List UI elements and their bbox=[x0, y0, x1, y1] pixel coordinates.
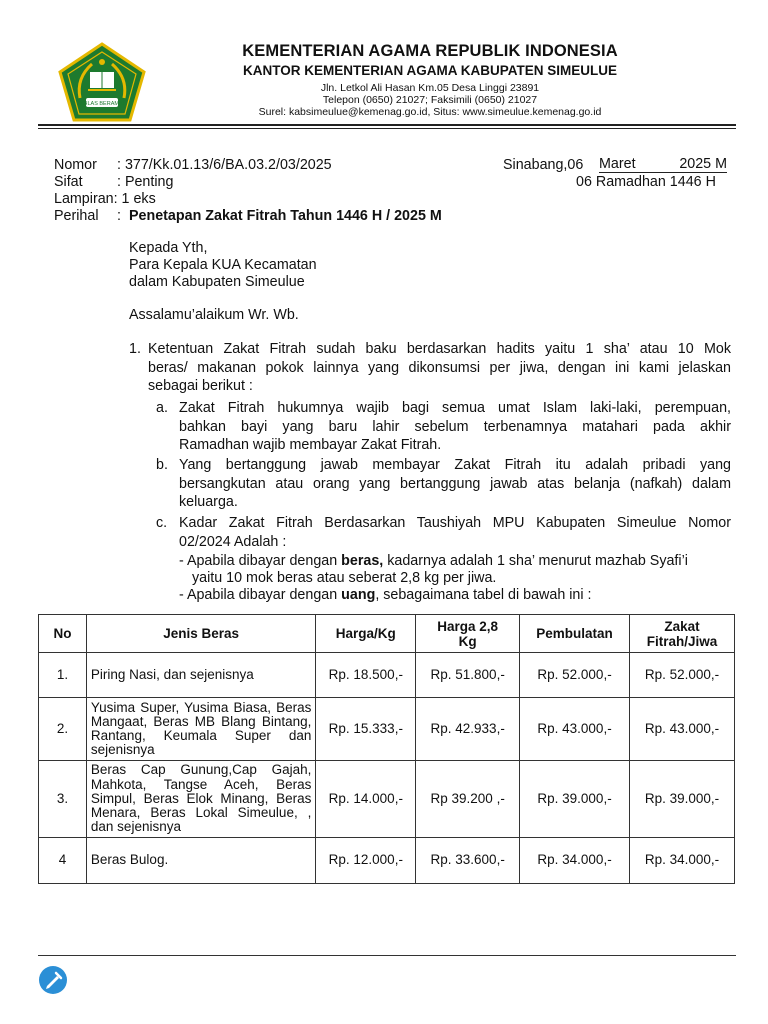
addressee-line2: Para Kepala KUA Kecamatan bbox=[129, 257, 317, 273]
sub-c-bullet2 bbox=[179, 587, 592, 604]
col-header-jenis: Jenis Beras bbox=[86, 615, 315, 653]
col-header-pembulatan: Pembulatan bbox=[520, 615, 630, 653]
sub-b-text bbox=[179, 456, 731, 512]
cell-jenis: Yusima Super, Yusima Biasa, Beras Mangaat, Beras MB Blang Bintang, Rantang, Keumala Super dan sejenisnya bbox=[86, 698, 315, 761]
addressee-line1: Kepada Yth, bbox=[129, 240, 208, 256]
cell-pembulatan: Rp. 43.000,- bbox=[520, 698, 630, 761]
sub-b-mark: b. bbox=[156, 457, 168, 473]
cell-no: 3. bbox=[39, 761, 87, 838]
ministry-title: KEMENTERIAN AGAMA REPUBLIK INDONESIA bbox=[242, 42, 618, 60]
sub-c-text bbox=[179, 514, 731, 551]
sub-c-bullet1-post: kadarnya adalah 1 sha’ menurut mazhab Syafi’i bbox=[383, 553, 688, 569]
sub-b-line3: keluarga. bbox=[179, 494, 238, 510]
cell-harga-28: Rp. 51.800,- bbox=[416, 653, 520, 698]
sub-c-line2: 02/2024 Adalah : bbox=[179, 533, 287, 550]
svg-text:IKHLAS BERAMAL: IKHLAS BERAMAL bbox=[78, 101, 126, 107]
cell-no: 4 bbox=[39, 838, 87, 884]
table-row bbox=[39, 761, 735, 838]
cell-pembulatan: Rp. 39.000,- bbox=[520, 761, 630, 838]
point1-line1: Ketentuan Zakat Fitrah sudah baku berdasarkan hadits yaitu 1 sha’ atau 10 Mok bbox=[148, 341, 731, 357]
cell-harga-kg: Rp. 12.000,- bbox=[316, 838, 416, 884]
cell-harga-28: Rp 39.200 ,- bbox=[416, 761, 520, 838]
office-address: Jln. Letkol Ali Hasan Km.05 Desa Linggi 23891 bbox=[320, 82, 540, 94]
cell-jenis: Beras Bulog. bbox=[86, 838, 315, 884]
cell-zakat: Rp. 39.000,- bbox=[630, 761, 735, 838]
table-row bbox=[39, 698, 735, 761]
cell-no: 1. bbox=[39, 653, 87, 698]
footer-rule bbox=[38, 955, 736, 956]
point1-text bbox=[148, 340, 731, 396]
col-header-harga-28: Harga 2,8 Kg bbox=[416, 615, 520, 653]
cell-jenis: Piring Nasi, dan sejenisnya bbox=[86, 653, 315, 698]
sub-b-line2: bersangkutan atau orang yang bertanggung jawab atas belanja (nafkah) dalam bbox=[179, 475, 731, 492]
col-header-harga-kg: Harga/Kg bbox=[316, 615, 416, 653]
cell-zakat: Rp. 43.000,- bbox=[630, 698, 735, 761]
sub-c-bullet1-line2: yaitu 10 mok beras atau seberat 2,8 kg per jiwa. bbox=[192, 570, 497, 586]
sub-c-mark: c. bbox=[156, 515, 168, 531]
cell-harga-28: Rp. 42.933,- bbox=[416, 698, 520, 761]
cell-pembulatan: Rp. 34.000,- bbox=[520, 838, 630, 884]
col-header-no: No bbox=[39, 615, 87, 653]
table-row bbox=[39, 838, 735, 884]
perihal-colon: : bbox=[117, 208, 121, 224]
sub-b-line1: Yang bertanggung jawab membayar Zakat Fitrah itu adalah pribadi yang bbox=[179, 457, 731, 473]
greeting: Assalamu’alaikum Wr. Wb. bbox=[129, 307, 299, 323]
sub-c-bullet2-pre: - Apabila dibayar dengan bbox=[179, 587, 342, 603]
zakat-table bbox=[38, 614, 735, 884]
cell-harga-kg: Rp. 14.000,- bbox=[316, 761, 416, 838]
cell-pembulatan: Rp. 52.000,- bbox=[520, 653, 630, 698]
date-year: 2025 M bbox=[679, 156, 727, 172]
point1-line3: sebagai berikut : bbox=[148, 378, 253, 394]
table-row bbox=[39, 653, 735, 698]
sifat-value: : Penting bbox=[117, 174, 174, 190]
header-rule-thick bbox=[38, 124, 736, 126]
cell-zakat: Rp. 52.000,- bbox=[630, 653, 735, 698]
sub-c-bullet1-pre: - Apabila dibayar dengan bbox=[179, 553, 342, 569]
cell-jenis: Beras Cap Gunung,Cap Gajah, Mahkota, Tangse Aceh, Beras Simpul, Beras Elok Minang, Beras Menara, Beras Lokal Simeulue, , dan sejenisnya bbox=[86, 761, 315, 838]
cell-harga-kg: Rp. 18.500,- bbox=[316, 653, 416, 698]
sub-a-line2: bahkan bayi yang baru lahir sebelum terbenamnya matahari pada akhir bbox=[179, 418, 731, 435]
perihal-value: Penetapan Zakat Fitrah Tahun 1446 H / 2025 M bbox=[129, 208, 442, 224]
point1-number: 1. bbox=[129, 341, 141, 357]
sub-c-bullet1 bbox=[179, 553, 688, 570]
point1-line2: beras/ makanan pokok lainnya yang dikonsumsi per jiwa, dengan ini kami jelaskan bbox=[148, 359, 731, 376]
sub-a-mark: a. bbox=[156, 400, 168, 416]
sub-c-bullet2-bold: uang bbox=[341, 587, 376, 603]
sub-a-line1: Zakat Fitrah hukumnya wajib bagi semua umat Islam laki-laki, perempuan, bbox=[179, 400, 731, 416]
table-header-row bbox=[39, 615, 735, 653]
office-contact: Surel: kabsimeulue@kemenag.go.id, Situs: www.simeulue.kemenag.go.id bbox=[258, 106, 602, 118]
cell-harga-kg: Rp. 15.333,- bbox=[316, 698, 416, 761]
date-hijri: 06 Ramadhan 1446 H bbox=[576, 174, 716, 190]
date-place: Sinabang,06 bbox=[503, 157, 584, 173]
nomor-label: Nomor bbox=[54, 157, 97, 173]
sub-a-line3: Ramadhan wajib membayar Zakat Fitrah. bbox=[179, 437, 442, 453]
sub-c-bullet1-bold: beras, bbox=[341, 553, 384, 569]
perihal-label: Perihal bbox=[54, 208, 99, 224]
kemenag-logo-icon bbox=[56, 42, 148, 122]
sub-c-line1: Kadar Zakat Fitrah Berdasarkan Taushiyah MPU Kabupaten Simeulue Nomor bbox=[179, 515, 731, 531]
edit-pen-icon[interactable] bbox=[38, 965, 68, 995]
col-header-zakat: Zakat Fitrah/Jiwa bbox=[630, 615, 735, 653]
sifat-label: Sifat bbox=[54, 174, 83, 190]
office-title: KANTOR KEMENTERIAN AGAMA KABUPATEN SIMEULUE bbox=[243, 63, 617, 78]
sub-c-bullet2-post: , sebagaimana tabel di bawah ini : bbox=[375, 587, 592, 603]
addressee-line3: dalam Kabupaten Simeulue bbox=[129, 274, 305, 290]
cell-zakat: Rp. 34.000,- bbox=[630, 838, 735, 884]
sub-a-text bbox=[179, 399, 731, 455]
date-month: Maret bbox=[599, 156, 636, 172]
nomor-value: : 377/Kk.01.13/6/BA.03.2/03/2025 bbox=[117, 157, 332, 173]
cell-no: 2. bbox=[39, 698, 87, 761]
lampiran: Lampiran: 1 eks bbox=[54, 191, 156, 207]
cell-harga-28: Rp. 33.600,- bbox=[416, 838, 520, 884]
office-phone: Telepon (0650) 21027; Faksimili (0650) 21027 bbox=[322, 94, 538, 106]
date-month-year bbox=[599, 157, 727, 173]
header-rule-thin bbox=[38, 128, 736, 129]
